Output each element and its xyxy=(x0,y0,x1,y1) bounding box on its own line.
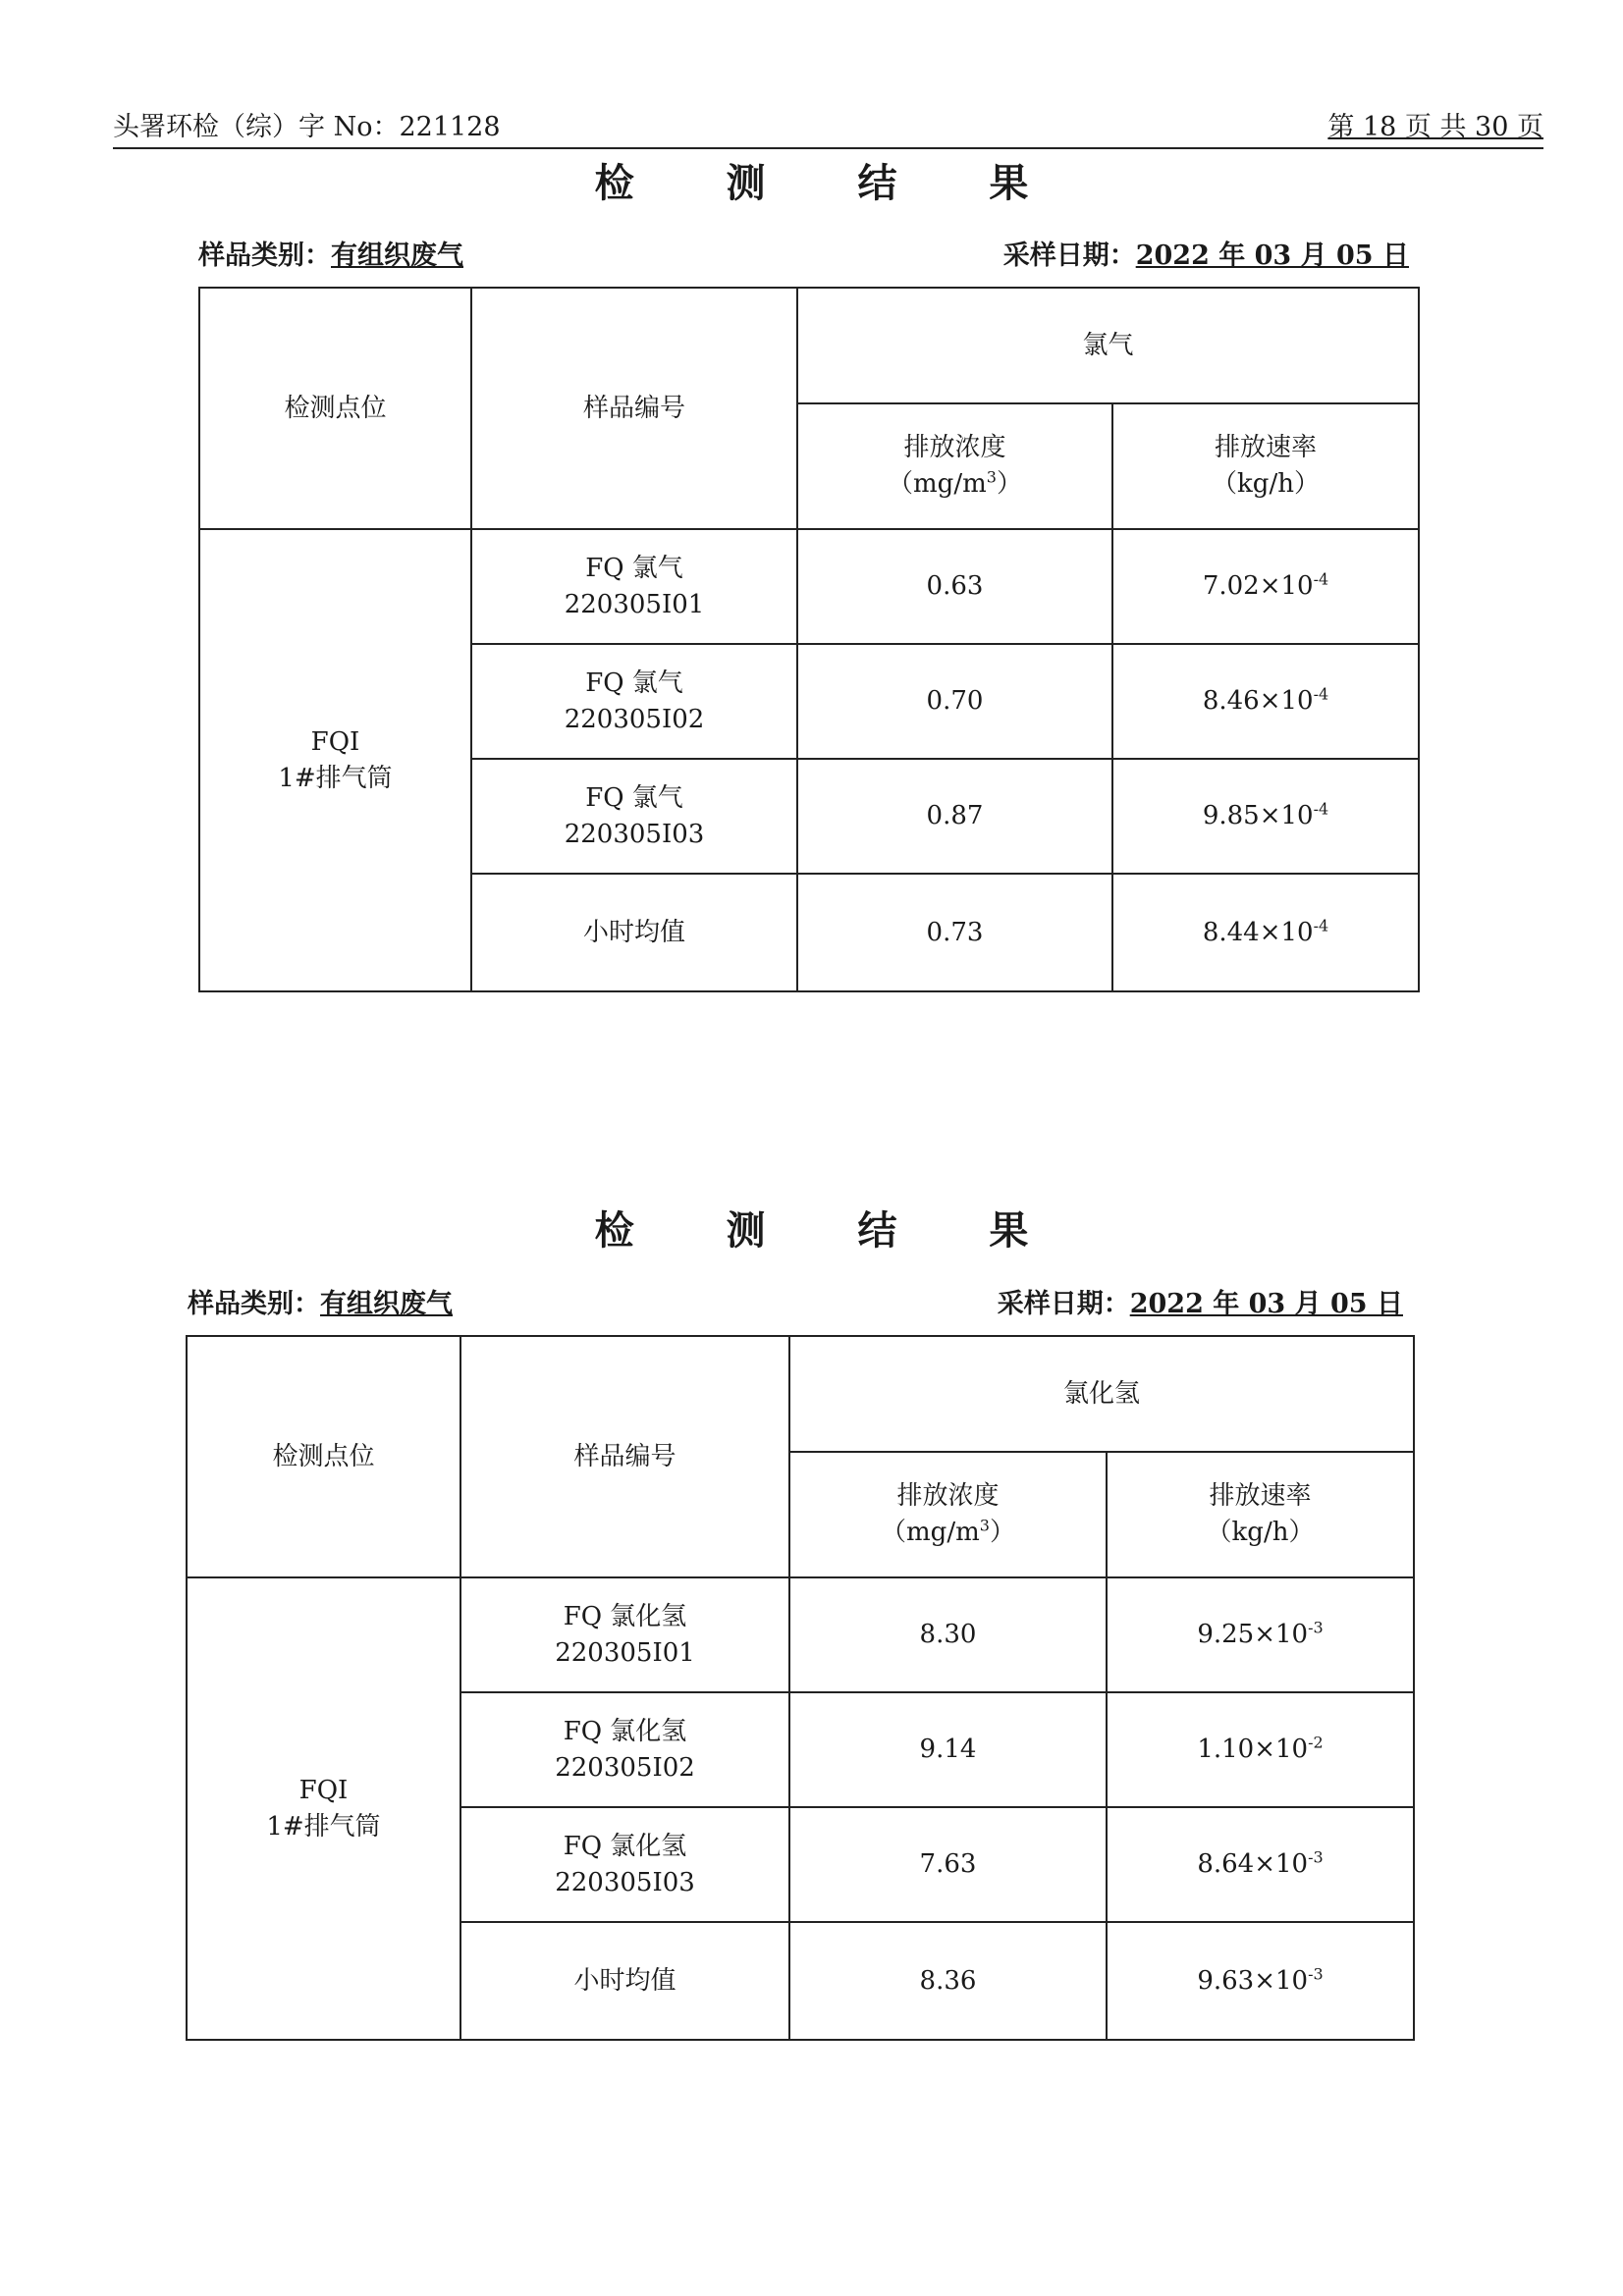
concentration-value: 0.73 xyxy=(797,874,1112,991)
hourly-average-label: 小时均值 xyxy=(460,1922,789,2040)
section-title: 检 测 结 果 xyxy=(594,1207,1068,1254)
monitoring-point: FQI 1#排气筒 xyxy=(199,529,471,991)
header-concentration: 排放浓度 $(mg/m^3)$ xyxy=(797,403,1112,529)
rate-value: $8.44\times 10^{-4}$ xyxy=(1112,874,1419,991)
rate-value: $1.10\times 10^{-2}$ xyxy=(1107,1692,1414,1807)
sample-id: FQ 氯化氢 220305I02 xyxy=(460,1692,789,1807)
concentration-value: 9.14 xyxy=(789,1692,1107,1807)
header-rate: 排放速率 （kg/h） xyxy=(1107,1452,1414,1577)
hourly-average-label: 小时均值 xyxy=(471,874,797,991)
header-sample-id: 样品编号 xyxy=(471,288,797,529)
monitoring-point: FQI 1#排气筒 xyxy=(187,1577,460,2040)
results-table xyxy=(186,1335,1415,2041)
page-header xyxy=(113,108,1543,149)
sampling-date: 采样日期：2022 年 03 月 05 日 xyxy=(1002,240,1409,271)
concentration-value: 0.63 xyxy=(797,529,1112,644)
sample-id: FQ 氯气 220305I01 xyxy=(471,529,797,644)
rate-value: $9.85\times 10^{-4}$ xyxy=(1112,759,1419,874)
sample-id: FQ 氯气 220305I02 xyxy=(471,644,797,759)
sample-id: FQ 氯化氢 220305I03 xyxy=(460,1807,789,1922)
header-rate: 排放速率 （kg/h） xyxy=(1112,403,1419,529)
sample-id: FQ 氯化氢 220305I01 xyxy=(460,1577,789,1692)
concentration-value: 0.87 xyxy=(797,759,1112,874)
concentration-value: 8.30 xyxy=(789,1577,1107,1692)
rate-value: $8.64\times 10^{-3}$ xyxy=(1107,1807,1414,1922)
rate-value: $9.63\times 10^{-3}$ xyxy=(1107,1922,1414,2040)
rate-value: $8.46\times 10^{-4}$ xyxy=(1112,644,1419,759)
rate-value: $7.02\times 10^{-4}$ xyxy=(1112,529,1419,644)
header-analyte: 氯气 xyxy=(797,288,1419,403)
header-concentration: 排放浓度 $(mg/m^3)$ xyxy=(789,1452,1107,1577)
document-number: 头署环检（综）字 No：221128 xyxy=(113,112,501,142)
header-analyte: 氯化氢 xyxy=(789,1336,1414,1452)
section-title: 检 测 结 果 xyxy=(594,160,1068,206)
header-sample-id: 样品编号 xyxy=(460,1336,789,1577)
concentration-value: 7.63 xyxy=(789,1807,1107,1922)
header-point: 检测点位 xyxy=(199,288,471,529)
rate-value: $9.25\times 10^{-3}$ xyxy=(1107,1577,1414,1692)
concentration-value: 0.70 xyxy=(797,644,1112,759)
sample-category: 样品类别：有组织废气 xyxy=(188,1289,453,1319)
concentration-value: 8.36 xyxy=(789,1922,1107,2040)
sample-id: FQ 氯气 220305I03 xyxy=(471,759,797,874)
sample-category: 样品类别：有组织废气 xyxy=(198,240,463,271)
results-table xyxy=(198,287,1420,992)
header-point: 检测点位 xyxy=(187,1336,460,1577)
sampling-date: 采样日期：2022 年 03 月 05 日 xyxy=(997,1289,1403,1319)
page-number: 第 18 页 共 30 页 xyxy=(1327,112,1543,142)
